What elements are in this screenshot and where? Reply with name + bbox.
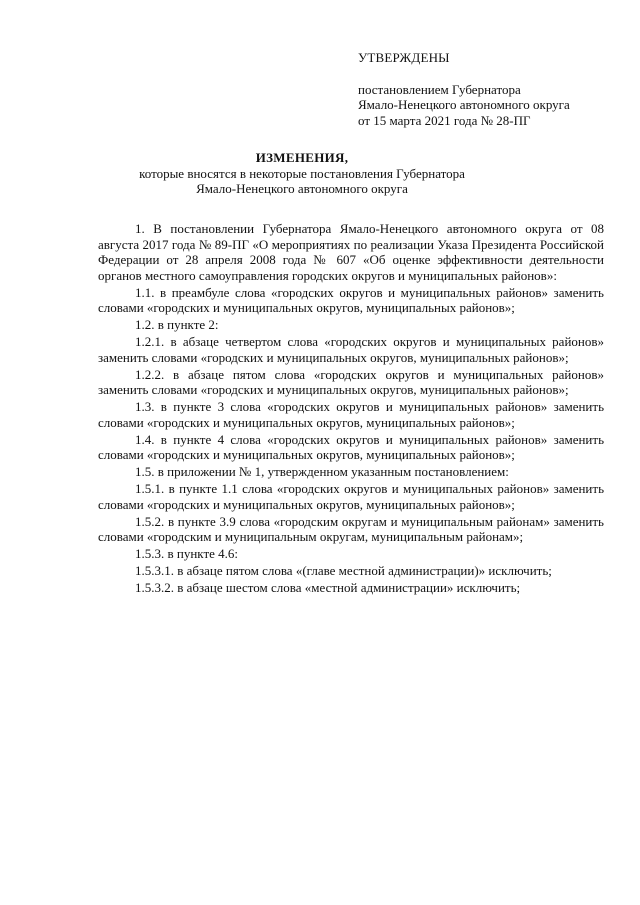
approval-line: от 15 марта 2021 года № 28-ПГ	[358, 112, 531, 128]
document-title: ИЗМЕНЕНИЯ,	[255, 150, 349, 165]
approval-heading: УТВЕРЖДЕНЫ	[358, 50, 450, 65]
paragraph: 1.5.1. в пункте 1.1 слова «городских округов и муниципальных районов» заменить словами «городских и муниципальных округов, муниципальных районов»;	[98, 481, 604, 512]
document-title-block	[100, 150, 504, 197]
paragraph: 1.2. в пункте 2:	[135, 317, 219, 332]
paragraph: 1.5.3.1. в абзаце пятом слова «(главе местной администрации)» исключить;	[135, 563, 552, 578]
approval-line: Ямало-Ненецкого автономного округа	[358, 97, 570, 112]
paragraph: 1.2.2. в абзаце пятом слова «городских округов и муниципальных районов» заменить словами «городских и муниципальных округов, муниципальных районов»;	[98, 366, 604, 397]
paragraph: 1.4. в пункте 4 слова «городских округов и муниципальных районов» заменить словами «городских и муниципальных округов, муниципальных районов»;	[98, 431, 604, 462]
paragraph: 1.1. в преамбуле слова «городских округов и муниципальных районов» заменить словами «городских и муниципальных округов, муниципальных районов»;	[98, 284, 604, 315]
approval-block	[358, 50, 608, 128]
paragraph: 1.5. в приложении № 1, утвержденном указанным постановлением:	[135, 464, 509, 479]
document-body	[98, 221, 604, 597]
document-subtitle: которые вносятся в некоторые постановления Губернатора	[139, 165, 465, 181]
approval-line: постановлением Губернатора	[358, 81, 521, 97]
document-subtitle: Ямало-Ненецкого автономного округа	[196, 181, 408, 196]
paragraph: 1. В постановлении Губернатора Ямало-Ненецкого автономного округа от 08 августа 2017 года № 89-ПГ «О мероприятиях по реализации Указа Президента Российской Федерации от 28 апреля 2008 года № 607 «Об оценке эффективности деятельности органов местного самоуправления городских округов и муниципальных районов»:	[98, 221, 604, 283]
paragraph: 1.5.3.2. в абзаце шестом слова «местной администрации» исключить;	[135, 580, 521, 595]
paragraph: 1.5.2. в пункте 3.9 слова «городским округам и муниципальным районам» заменить словами «городским и муниципальным округам, муниципальным районам»;	[98, 513, 604, 544]
paragraph: 1.2.1. в абзаце четвертом слова «городских округов и муниципальных районов» заменить словами «городских и муниципальных округов, муниципальных районов»;	[98, 334, 604, 365]
paragraph: 1.3. в пункте 3 слова «городских округов и муниципальных районов» заменить словами «городских и муниципальных округов, муниципальных районов»;	[98, 399, 604, 430]
paragraph: 1.5.3. в пункте 4.6:	[135, 546, 239, 561]
